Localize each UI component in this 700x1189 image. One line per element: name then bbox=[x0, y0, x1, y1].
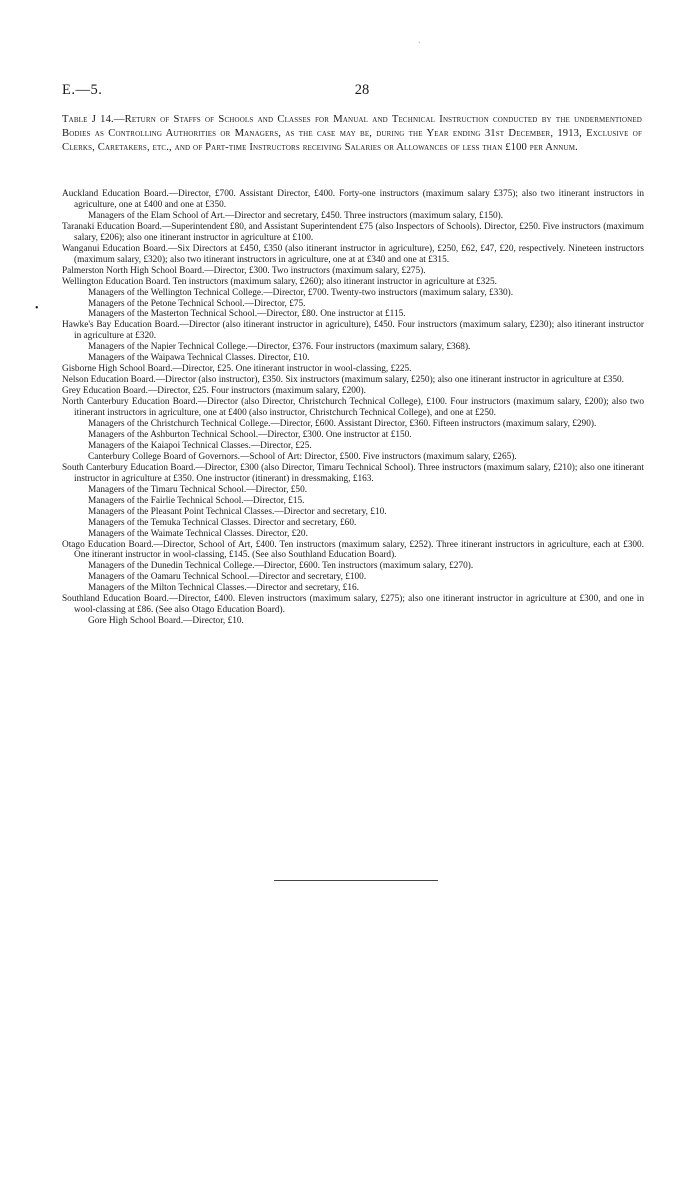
sub-entry: Managers of the Christchurch Technical College.—Director, £600. Assistant Director, £360. Fifteen instructors (maximum salary, £290). bbox=[88, 419, 597, 430]
board-entry: Hawke's Bay Education Board.—Director (also itinerant instructor in agriculture), £450. Four instructors (maximum salary, £230); also itinerant instructor in agriculture at £320. bbox=[62, 320, 644, 342]
page-header bbox=[62, 82, 642, 102]
sub-entry: Managers of the Milton Technical Classes.—Director and secretary, £16. bbox=[88, 583, 359, 594]
sub-entry: Managers of the Petone Technical School.—Director, £75. bbox=[88, 298, 306, 309]
document-code: E.—5. bbox=[62, 82, 103, 98]
board-entry: Grey Education Board.—Director, £25. Four instructors (maximum salary, £200). bbox=[62, 386, 366, 397]
sub-entry: Managers of the Timaru Technical School.—Director, £50. bbox=[88, 484, 308, 495]
margin-bullet-icon: • bbox=[35, 303, 39, 314]
board-entry: Taranaki Education Board.—Superintendent £80, and Assistant Superintendent £75 (also Inspectors of Schools). Director, £250. Five instructors (maximum salary, £206); also one itinerant instructor in agriculture at £100. bbox=[62, 221, 644, 243]
sub-entry: Managers of the Dunedin Technical College.—Director, £600. Ten instructors (maximum salary, £270). bbox=[88, 561, 474, 572]
scan-speck: ˏ bbox=[418, 34, 421, 43]
sub-entry: Managers of the Wellington Technical College.—Director, £700. Twenty-two instructors (maximum salary, £330). bbox=[88, 287, 514, 298]
sub-entry: Managers of the Fairlie Technical School.—Director, £15. bbox=[88, 495, 305, 506]
board-entry: Southland Education Board.—Director, £400. Eleven instructors (maximum salary, £275); also one itinerant instructor in agriculture at £300, and one in wool-classing at £86. (See also Otago Education Board). bbox=[62, 594, 644, 616]
staff-return-list bbox=[62, 189, 644, 627]
board-entry: Nelson Education Board.—Director (also instructor), £350. Six instructors (maximum salary, £250); also one itinerant instructor in agriculture at £350. bbox=[62, 375, 624, 386]
board-entry: Auckland Education Board.—Director, £700. Assistant Director, £400. Forty-one instructors (maximum salary £375); also two itinerant instructors in agriculture, one at £400 and one at £350. bbox=[62, 189, 644, 210]
closing-rule bbox=[274, 880, 438, 881]
sub-entry: Managers of the Elam School of Art.—Director and secretary, £450. Three instructors (maximum salary, £150). bbox=[88, 210, 504, 221]
sub-entry: Managers of the Oamaru Technical School.—Director and secretary, £100. bbox=[88, 572, 367, 583]
board-entry: North Canterbury Education Board.—Director (also Director, Christchurch Technical College), £100. Four instructors (maximum salary, £200); also two itinerant instructors in agriculture, one at £400 (also instructor, Christchurch Technical College), and one at £250. bbox=[62, 397, 644, 419]
sub-entry: Managers of the Temuka Technical Classes. Director and secretary, £60. bbox=[88, 517, 357, 528]
page-number: 28 bbox=[354, 82, 370, 98]
sub-entry: Managers of the Waipawa Technical Classes. Director, £10. bbox=[88, 353, 310, 364]
sub-entry: Canterbury College Board of Governors.—School of Art: Director, £500. Five instructors (maximum salary, £265). bbox=[88, 451, 517, 462]
board-entry: Otago Education Board.—Director, School of Art, £400. Ten instructors (maximum salary, £252). Three itinerant instructors in agriculture, each at £300. One itinerant instructor in wool-classing, £145. (See also Southland Education Board). bbox=[62, 539, 644, 561]
board-entry: Palmerston North High School Board.—Director, £300. Two instructors (maximum salary, £275). bbox=[62, 265, 426, 276]
board-entry: Gisborne High School Board.—Director, £25. One itinerant instructor in wool-classing, £225. bbox=[62, 364, 412, 375]
sub-entry: Managers of the Pleasant Point Technical Classes.—Director and secretary, £10. bbox=[88, 506, 387, 517]
table-title: Table J 14.—Return of Staffs of Schools and Classes for Manual and Technical Instruction conducted by the undermentioned Bodies as Controlling Authorities or Managers, as the case may be, during the Year ending 31st December, 1913, Exclusive of Clerks, Caretakers, etc., and of Part-time Instructors receiving Salaries or Allowances of less than £100 per Annum. bbox=[62, 114, 642, 154]
sub-entry: Managers of the Ashburton Technical School.—Director, £300. One instructor at £150. bbox=[88, 429, 412, 440]
board-entry: Wellington Education Board. Ten instructors (maximum salary, £260); also itinerant instructor in agriculture at £325. bbox=[62, 276, 497, 287]
sub-entry: Managers of the Waimate Technical Classes. Director, £20. bbox=[88, 528, 308, 539]
board-entry: Wanganui Education Board.—Six Directors at £450, £350 (also itinerant instructor in agriculture), £250, £62, £47, £20, respectively. Nineteen instructors (maximum salary, £320); also two itinerant instructors in agriculture, one at at £340 and one at £315. bbox=[62, 243, 644, 265]
sub-entry: Managers of the Masterton Technical School.—Director, £80. One instructor at £115. bbox=[88, 309, 406, 320]
sub-entry: Managers of the Napier Technical College.—Director, £376. Four instructors (maximum salary, £368). bbox=[88, 342, 471, 353]
sub-entry: Managers of the Kaiapoi Technical Classes.—Director, £25. bbox=[88, 440, 312, 451]
board-entry: South Canterbury Education Board.—Director, £300 (also Director, Timaru Technical School). Three instructors (maximum salary, £210); also one itinerant instructor in agriculture at £350. One instructor (itinerant) in dressmaking, £163. bbox=[62, 462, 644, 484]
sub-entry: Gore High School Board.—Director, £10. bbox=[88, 616, 244, 627]
